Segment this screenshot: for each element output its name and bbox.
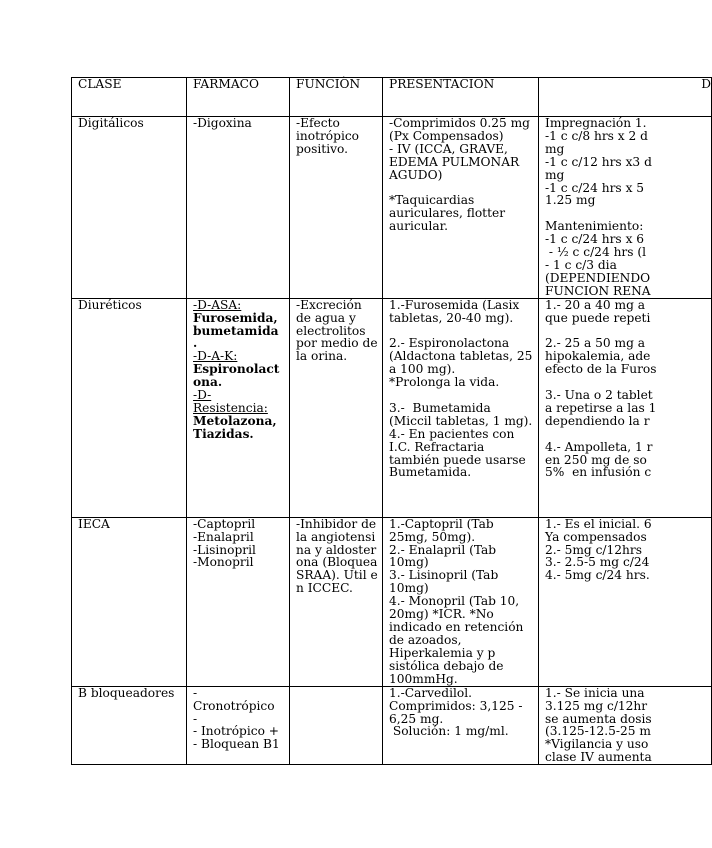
cell-dosis: Impregnación 1. -1 c c/8 hrs x 2 d mg -1 c c/12 hrs x3 d mg -1 c c/24 hrs x 5 1.25 mg Mantenimiento: -1 c c/24 hrs x 6 - ½ c c/24 hrs (l - 1 c c/3 dia (DEPENDIENDO FUNCION RENA (539, 117, 712, 299)
cell-farmaco: -Captopril -Enalapril -Lisinopril -Monopril (187, 517, 290, 686)
cell-dosis: 1.- Es el inicial. 6 Ya compensados 2.- 5mg c/12hrs 3.- 2.5-5 mg c/24 4.- 5mg c/24 hrs. (539, 517, 712, 686)
header-presentacion: PRESENTACION (383, 78, 539, 117)
cell-clase: IECA (72, 517, 187, 686)
cell-clase: Digitálicos (72, 117, 187, 299)
cell-farmaco: -Digoxina (187, 117, 290, 299)
cell-funcion: -Inhibidor de la angiotensina y aldosterona (Bloquea SRAA). Util en ICCEC. (290, 517, 383, 686)
farmaco-group-label: -D-ASA: (193, 297, 242, 312)
cell-funcion: -Excreción de agua y electrolitos por medio de la orina. (290, 298, 383, 517)
cell-clase: Diuréticos (72, 298, 187, 517)
cell-funcion (290, 686, 383, 764)
farmaco-drug-names: Metolazona, Tiazidas. (193, 413, 277, 441)
table-row (72, 686, 712, 764)
farmaco-drug-names: Furosemida, bumetamida . (193, 310, 279, 351)
header-funcion: FUNCIÒN (290, 78, 383, 117)
farmaco-drug-names: Espironolactona. (193, 362, 280, 390)
drug-table (71, 77, 712, 765)
cell-dosis: 1.- 20 a 40 mg a que puede repeti 2.- 25 a 50 mg a hipokalemia, ade efecto de la Furos 3.- Una o 2 tablet a repetirse a las 1 dependiendo la r 4.- Ampolleta, 1 r en 250 mg de so 5% en infusión c (539, 298, 712, 517)
cell-presentacion: 1.-Carvedilol. Comprimidos: 3,125 - 6,25 mg. Solución: 1 mg/ml. (383, 686, 539, 764)
cell-presentacion: 1.-Captopril (Tab 25mg, 50mg). 2.- Enalapril (Tab 10mg) 3.- Lisinopril (Tab 10mg) 4.- Monopril (Tab 10, 20mg) *ICR. *No indicado en retención de azoados, Hiperkalemia y p sistólica debajo de 100mmHg. (383, 517, 539, 686)
header-dosis: D (539, 78, 712, 117)
table-header-row (72, 78, 712, 117)
cell-dosis: 1.- Se inicia una 3.125 mg c/12hr se aumenta dosis (3.125-12.5-25 m *Vigilancia y uso clase IV aumenta (539, 686, 712, 764)
table-row (72, 117, 712, 299)
table-row (72, 517, 712, 686)
cell-farmaco (187, 298, 290, 517)
cell-clase: B bloqueadores (72, 686, 187, 764)
cell-farmaco: - Cronotrópico - - Inotrópico + - Bloquean B1 (187, 686, 290, 764)
farmaco-group-label: -D-Resistencia: (193, 388, 268, 415)
header-farmaco: FARMACO (187, 78, 290, 117)
farmaco-group-label: -D-A-K: (193, 349, 238, 364)
table-row (72, 298, 712, 517)
cell-presentacion: -Comprimidos 0.25 mg (Px Compensados) - IV (ICCA, GRAVE, EDEMA PULMONAR AGUDO) *Taquicardias auriculares, flotter auricular. (383, 117, 539, 299)
header-clase: CLASE (72, 78, 187, 117)
cell-funcion: -Efecto inotrópico positivo. (290, 117, 383, 299)
cell-presentacion: 1.-Furosemida (Lasix tabletas, 20-40 mg). 2.- Espironolactona (Aldactona tabletas, 25 a 100 mg). *Prolonga la vida. 3.- Bumetamida (Miccil tabletas, 1 mg). 4.- En pacientes con I.C. Refractaria también puede usarse Bumetamida. (383, 298, 539, 517)
